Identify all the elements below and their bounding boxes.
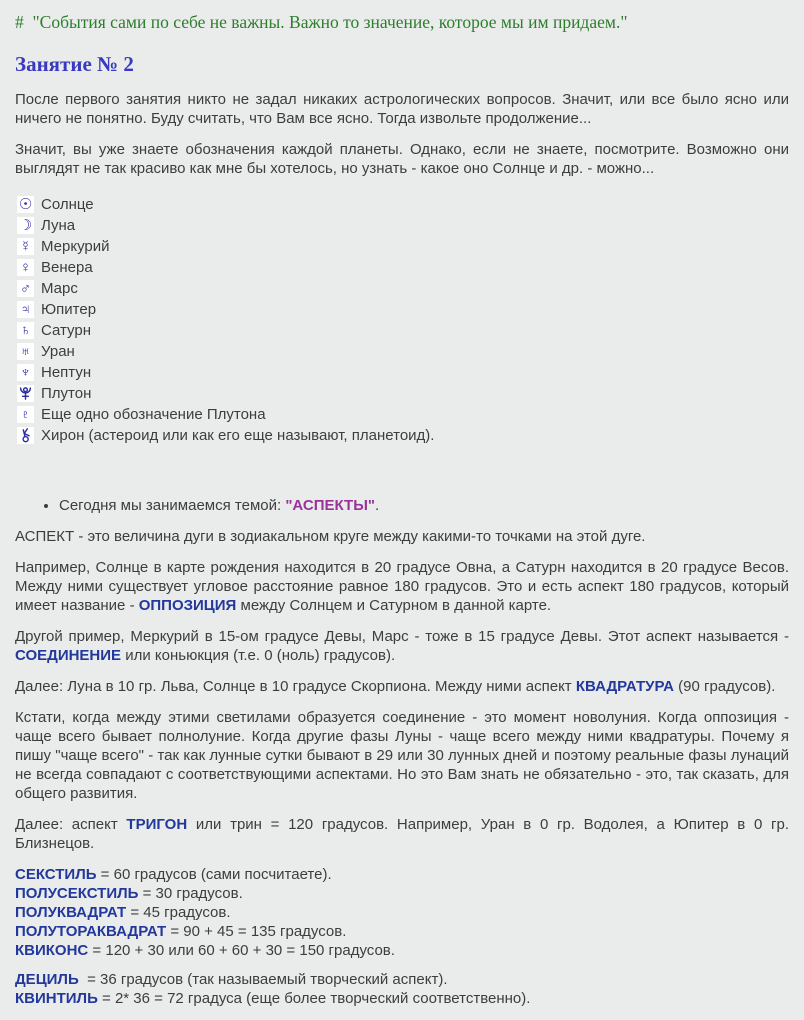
text-run: Далее: аспект: [15, 816, 127, 833]
aspect-term: "АСПЕКТЫ": [285, 497, 375, 514]
text-run: = 36 градусов (так называемый творческий аспект).: [78, 971, 448, 988]
text-run: между Солнцем и Сатурном в данной карте.: [236, 597, 552, 614]
planet-label: Еще одно обозначение Плутона: [41, 406, 266, 423]
aspect-list-main: [15, 865, 789, 960]
topic-list: [15, 496, 789, 515]
text-run: = 45 градусов.: [126, 904, 231, 921]
text-run: = 60 градусов (сами посчитаете).: [96, 866, 332, 883]
paragraph-conjunction-example: [15, 627, 789, 665]
planet-item: [17, 404, 789, 425]
aspect-line: [15, 941, 789, 960]
planet-item: [17, 194, 789, 215]
pluto-alt-icon: ♇: [17, 406, 34, 423]
intro-paragraph-1: После первого занятия никто не задал никаких астрологических вопросов. Значит, или все было ясно или ничего не понятно. Буду считать, что Вам все ясно. Тогда извольте продолжение...: [15, 91, 789, 127]
planet-list: [15, 194, 789, 446]
intro-paragraph-2: Значит, вы уже знаете обозначения каждой планеты. Однако, если не знаете, посмотрите. Возможно они выглядят не так красиво как мне бы хотелось, но узнать - какое оно Солнце и др. - можно...: [15, 141, 789, 177]
saturn-icon: ♄: [17, 322, 34, 339]
aspect-term: СОЕДИНЕНИЕ: [15, 647, 122, 664]
paragraph-opposition-example: [15, 558, 789, 615]
page-title: Занятие № 2: [15, 52, 134, 76]
planet-item: [17, 299, 789, 320]
planet-label: Луна: [41, 217, 76, 234]
neptune-icon: ♆: [17, 364, 34, 381]
planet-label: Нептун: [41, 364, 92, 381]
planet-item: [17, 215, 789, 236]
text-run: Другой пример, Меркурий в 15-ом градусе Девы, Марс - тоже в 15 градусе Девы. Этот аспект называется -: [15, 628, 789, 645]
jupiter-icon: ♃: [17, 301, 34, 318]
aspect-line: [15, 989, 789, 1008]
text-run: (90 градусов).: [673, 678, 776, 695]
aspect-line: [15, 922, 789, 941]
text-run: или коньюкция (т.е. 0 (ноль) градусов).: [121, 647, 396, 664]
mars-icon: ♂: [17, 280, 34, 297]
uranus-icon: ♅: [17, 343, 34, 360]
planet-item: [17, 341, 789, 362]
planet-label: Уран: [41, 343, 75, 360]
mercury-icon: ☿: [17, 238, 34, 255]
planet-label: Плутон: [41, 385, 92, 402]
aspect-term: ПОЛУКВАДРАТ: [15, 904, 127, 921]
aspect-term: КВИНТИЛЬ: [15, 990, 98, 1007]
planet-item: [17, 236, 789, 257]
text-run: = 90 + 45 = 135 градусов.: [166, 923, 347, 940]
topic-bullet-item: [59, 496, 789, 515]
pluto-icon: [17, 385, 34, 402]
text-run: = 30 градусов.: [138, 885, 243, 902]
planet-label: Сатурн: [41, 322, 92, 339]
text-run: = 120 + 30 или 60 + 60 + 30 = 150 градусов.: [88, 942, 395, 959]
planet-label: Солнце: [41, 196, 94, 213]
sun-icon: ☉: [18, 196, 33, 213]
text-run: Сегодня мы занимаемся темой:: [59, 497, 286, 514]
aspect-line: [15, 865, 789, 884]
planet-label: Хирон (астероид или как его еще называют, планетоид).: [41, 427, 435, 444]
chiron-icon: [17, 427, 34, 444]
planet-label: Меркурий: [41, 238, 110, 255]
aspect-line: [15, 903, 789, 922]
aspect-term: ТРИГОН: [126, 816, 188, 833]
paragraph-lunar-phases-note: Кстати, когда между этими светилами образуется соединение - это момент новолуния. Когда оппозиция - чаще всего бывает полнолуние. Когда другие фазы Луны - чаще всего между ними квадратуры. Почему я пишу "чаще всего" - так как лунные сутки бывают в 29 или 30 лунных дней и поэтому реальные фазы лунаций не всегда совпадают с соответствующими аспектами. Но это Вам знать не обязательно - это, так сказать, для общего развития.: [15, 709, 789, 802]
aspect-term: СЕКСТИЛЬ: [15, 866, 97, 883]
aspect-list-creative: [15, 970, 789, 1008]
planet-item: [17, 320, 789, 341]
aspect-line: [15, 884, 789, 903]
text-run: или трин = 120 градусов. Например, Уран в 0 гр. Водолея, а Юпитер в 0 гр. Близнецов.: [15, 816, 789, 852]
planet-label: Юпитер: [41, 301, 97, 318]
aspect-term: ПОЛУСЕКСТИЛЬ: [15, 885, 139, 902]
aspect-definition: АСПЕКТ - это величина дуги в зодиакальном круге между какими-то точками на этой дуге.: [15, 528, 646, 545]
text-run: Например, Солнце в карте рождения находится в 20 градусе Овна, а Сатурн находится в 20 градусе Весов. Между ними существует угловое расстояние равное 180 градусов. Это и есть аспект 180 градусов, который имеет название -: [15, 559, 789, 614]
paragraph-trine-example: [15, 815, 789, 853]
planet-item: [17, 383, 789, 404]
aspect-term: КВИКОНС: [15, 942, 89, 959]
planet-item: [17, 425, 789, 446]
aspect-term: ПОЛУТОРАКВАДРАТ: [15, 923, 167, 940]
page-quote: # "События сами по себе не важны. Важно то значение, которое мы им придаем.": [15, 12, 628, 32]
planet-item: [17, 257, 789, 278]
aspect-term: ОППОЗИЦИЯ: [138, 597, 237, 614]
paragraph-square-example: [15, 677, 789, 696]
text-run: Далее: Луна в 10 гр. Льва, Солнце в 10 градусе Скорпиона. Между ними аспект: [15, 678, 576, 695]
planet-label: Венера: [41, 259, 93, 276]
venus-icon: ♀: [17, 259, 34, 276]
text-run: = 2* 36 = 72 градуса (еще более творческий соответственно).: [97, 990, 531, 1007]
planet-label: Марс: [41, 280, 78, 297]
aspect-term: КВАДРАТУРА: [575, 678, 674, 695]
planet-item: [17, 362, 789, 383]
planet-item: [17, 278, 789, 299]
moon-icon: ☽: [18, 217, 33, 234]
aspect-term: ДЕЦИЛЬ: [15, 971, 79, 988]
text-run: .: [375, 497, 380, 514]
